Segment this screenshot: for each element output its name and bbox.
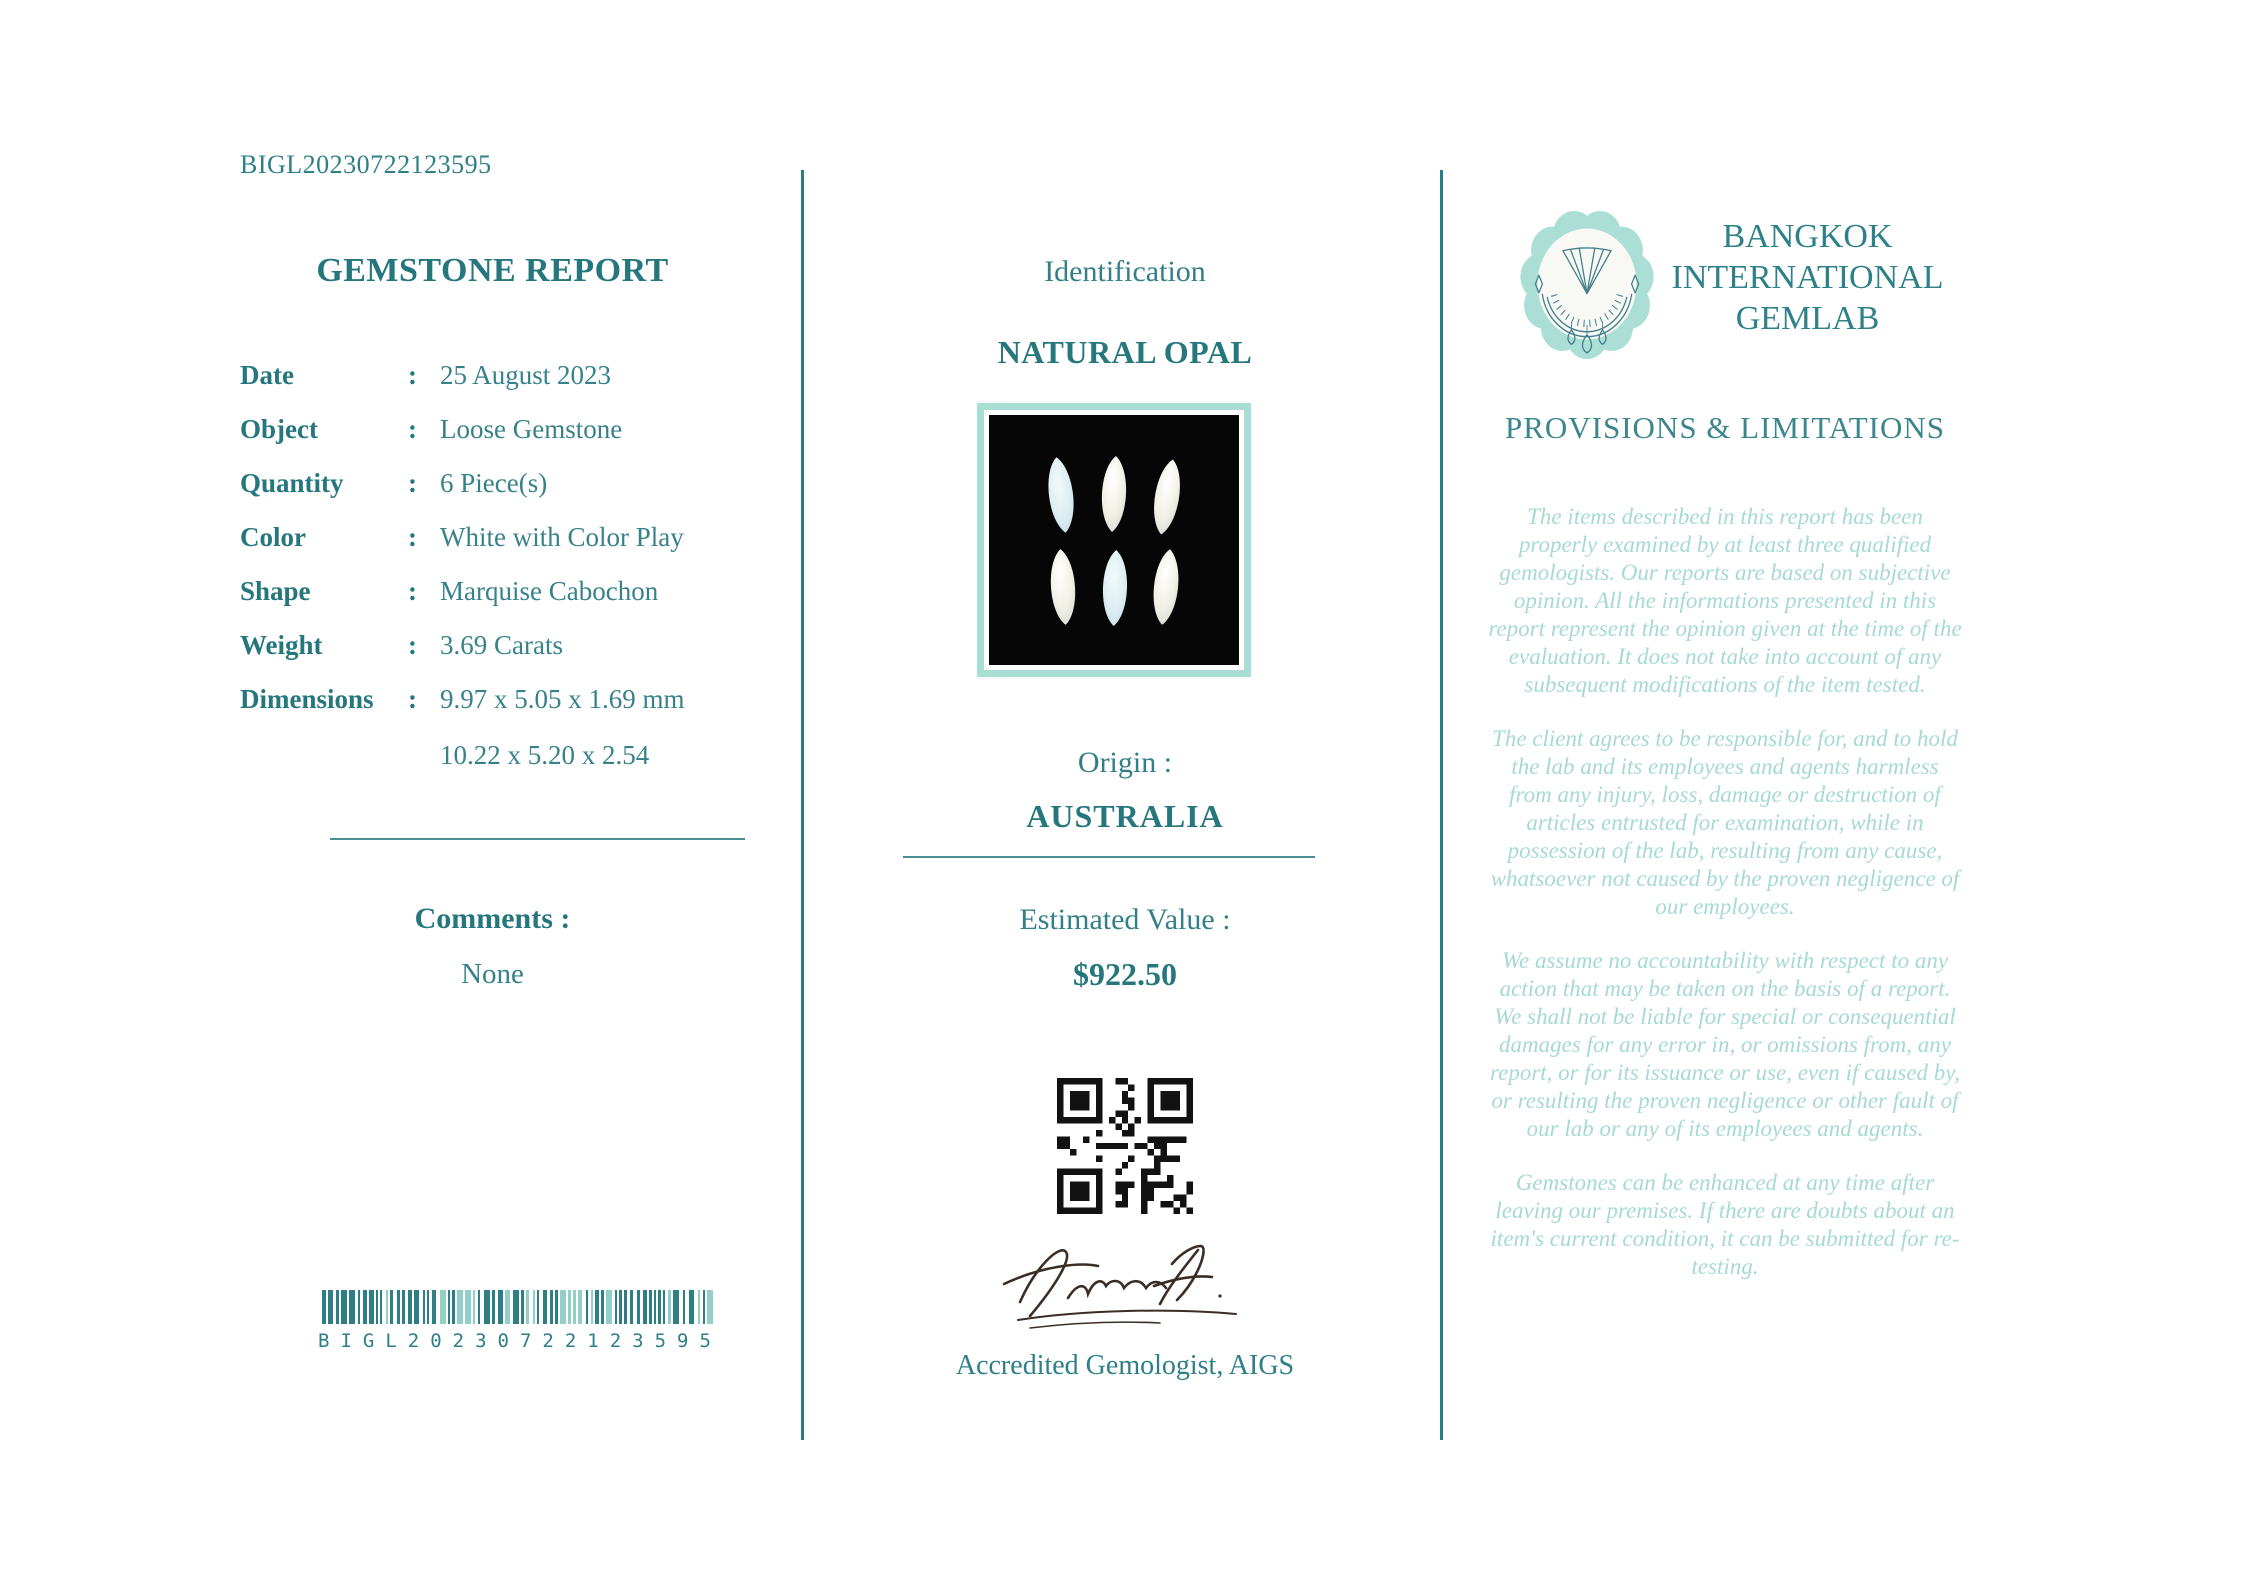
gemstone-photo — [984, 410, 1244, 670]
estimated-value-label: Estimated Value : — [1019, 903, 1231, 936]
origin-label: Origin : — [1077, 746, 1173, 779]
barcode-text: BIGL20230722123595 — [318, 1330, 722, 1352]
provisions-paragraph-1: The items described in this report has been properly examined by at least three qualified gemologists. Our reports are based on subjective opinion. All the informations presented in this report represent the opinion given at the time of the evaluation. It does not take into account of any subsequent modifications of the item tested. — [1488, 504, 1962, 697]
column-divider-right — [1440, 170, 1443, 1440]
field-colon: : — [408, 630, 417, 660]
estimated-value: $922.50 — [1073, 956, 1177, 992]
gemlab-seal-icon — [1512, 200, 1662, 368]
field-label: Weight — [240, 630, 323, 660]
field-colon: : — [408, 468, 417, 498]
signatory-title: Accredited Gemologist, AIGS — [955, 1350, 1295, 1381]
field-label: Color — [240, 522, 306, 552]
provisions-paragraph-2: The client agrees to be responsible for, and to hold the lab and its employees and agents harmless from any injury, loss, damage or destruction of articles entrusted for examination, while in possession of the lab, resulting from any cause, whatsoever not caused by the proven negligence of our employees. — [1490, 726, 1960, 919]
identification-heading: Identification — [1044, 255, 1206, 288]
gemologist-signature — [1000, 1236, 1250, 1352]
field-value: White with Color Play — [440, 522, 684, 552]
field-colon: : — [408, 576, 417, 606]
middle-column-divider — [903, 856, 1315, 858]
lab-name-line2: INTERNATIONAL — [1671, 259, 1944, 296]
lab-name-line1: BANGKOK — [1722, 218, 1893, 255]
opals-image — [989, 415, 1239, 665]
field-row-object — [240, 414, 760, 468]
barcode-icon — [322, 1290, 714, 1324]
field-label: Date — [240, 360, 294, 390]
provisions-paragraphs — [1488, 503, 1962, 1307]
dimensions-second-line: 10.22 x 5.20 x 2.54 — [440, 740, 650, 770]
origin-value: AUSTRALIA — [1026, 798, 1224, 834]
comments-value: None — [461, 958, 524, 990]
column-divider-left — [801, 170, 804, 1440]
report-title: GEMSTONE REPORT — [316, 252, 669, 289]
field-value: 9.97 x 5.05 x 1.69 mm — [440, 684, 685, 714]
field-label: Shape — [240, 576, 311, 606]
report-number: BIGL20230722123595 — [240, 150, 492, 179]
field-value: Loose Gemstone — [440, 414, 623, 444]
barcode — [318, 1290, 722, 1352]
species-name: NATURAL OPAL — [997, 334, 1253, 370]
field-row-date — [240, 360, 760, 414]
field-row-quantity — [240, 468, 760, 522]
field-colon: : — [408, 414, 417, 444]
left-column-divider — [330, 838, 745, 840]
field-value: 25 August 2023 — [440, 360, 612, 390]
provisions-heading: PROVISIONS & LIMITATIONS — [1504, 410, 1946, 445]
comments-label: Comments : — [414, 902, 571, 935]
field-colon: : — [408, 684, 417, 714]
field-value: 6 Piece(s) — [440, 468, 548, 498]
field-label: Quantity — [240, 468, 344, 498]
field-value: Marquise Cabochon — [440, 576, 659, 606]
field-colon: : — [408, 522, 417, 552]
field-row-dimensions — [240, 684, 760, 738]
field-row-color — [240, 522, 760, 576]
field-value: 3.69 Carats — [440, 630, 563, 660]
provisions-paragraph-4: Gemstones can be enhanced at any time after leaving our premises. If there are doubts about an item's current condition, it can be submitted for re-testing. — [1490, 1170, 1960, 1279]
provisions-paragraph-3: We assume no accountability with respect to any action that may be taken on the basis of a report. We shall not be liable for special or consequential damages for any error in, or omissions from, any report, or for its issuance or use, even if caused by, or resulting the proven negligence or other fault of our lab or any of its employees and agents. — [1490, 948, 1960, 1141]
report-fields — [240, 360, 760, 738]
field-row-weight — [240, 630, 760, 684]
qr-code-icon — [1057, 1078, 1193, 1214]
field-label: Dimensions — [240, 684, 374, 714]
field-label: Object — [240, 414, 318, 444]
field-row-shape — [240, 576, 760, 630]
lab-name-line3: GEMLAB — [1735, 300, 1880, 337]
field-colon: : — [408, 360, 417, 390]
lab-name — [1655, 216, 1960, 339]
